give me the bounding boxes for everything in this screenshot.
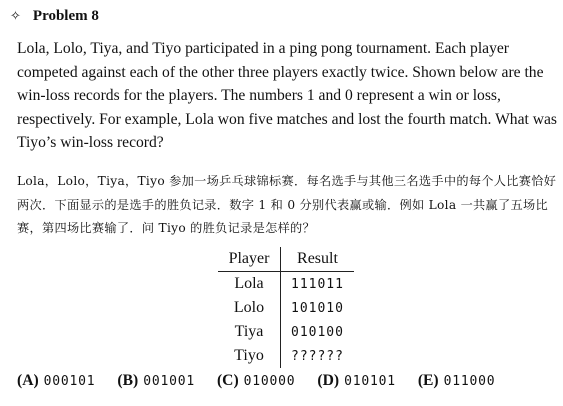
choice-letter: (B) — [117, 372, 139, 389]
problem-header — [10, 6, 99, 26]
choice-d[interactable] — [317, 372, 395, 390]
problem-statement-chinese: Lola，Lolo，Tiya，Tiyo 参加一场乒乓球锦标赛．每名选手与其他三名选手中的每个人比赛恰好两次．下面显示的是选手的胜负记录．数字 1 和 0 分别代表赢或输．例如 Lola 一共赢了五场比赛，第四场比赛输了．问 Tiyo 的胜负记录是怎样的？ — [17, 174, 557, 235]
choice-letter: (A) — [17, 372, 39, 389]
choice-value: 010101 — [344, 374, 396, 389]
choice-e[interactable] — [418, 372, 496, 390]
table-row — [218, 272, 354, 297]
player-result: 111011 — [291, 276, 344, 292]
header-result: Result — [281, 247, 354, 272]
player-name: Tiyo — [218, 344, 281, 368]
player-name: Lolo — [218, 296, 281, 320]
player-result: 010100 — [291, 324, 344, 340]
player-name: Tiya — [218, 320, 281, 344]
choice-letter: (E) — [417, 372, 439, 389]
problem-title: Problem 8 — [32, 7, 99, 24]
header-player: Player — [218, 247, 281, 272]
win-loss-table — [218, 247, 354, 368]
table-header-row — [218, 247, 354, 272]
choice-value: 000101 — [43, 374, 96, 389]
table-row — [218, 296, 354, 320]
table-row — [218, 344, 354, 368]
diamond-outline-icon: ✧ — [10, 8, 21, 24]
table-row — [218, 320, 354, 344]
choice-value: 001001 — [143, 374, 195, 389]
choice-c[interactable] — [217, 372, 295, 390]
answer-choices — [17, 372, 517, 390]
choice-a[interactable] — [17, 372, 95, 390]
player-name: Lola — [218, 272, 281, 297]
player-result: ?????? — [291, 348, 344, 364]
problem-statement-english: Lola, Lolo, Tiya, and Tiyo participated in a ping pong tournament. Each player competed against each of the other three players exactly twice. Shown below are the win-loss records for the players. The numbers 1 and 0 represent a win or loss, respectively. For example, Lola won five matches and lost the fourth match. What was Tiyo’s win-loss record? — [17, 40, 557, 151]
choice-letter: (C) — [216, 372, 239, 389]
choice-letter: (D) — [317, 372, 340, 389]
choice-value: 011000 — [443, 374, 496, 389]
choice-value: 010000 — [243, 374, 296, 389]
player-result: 101010 — [291, 300, 344, 316]
choice-b[interactable] — [117, 372, 195, 390]
